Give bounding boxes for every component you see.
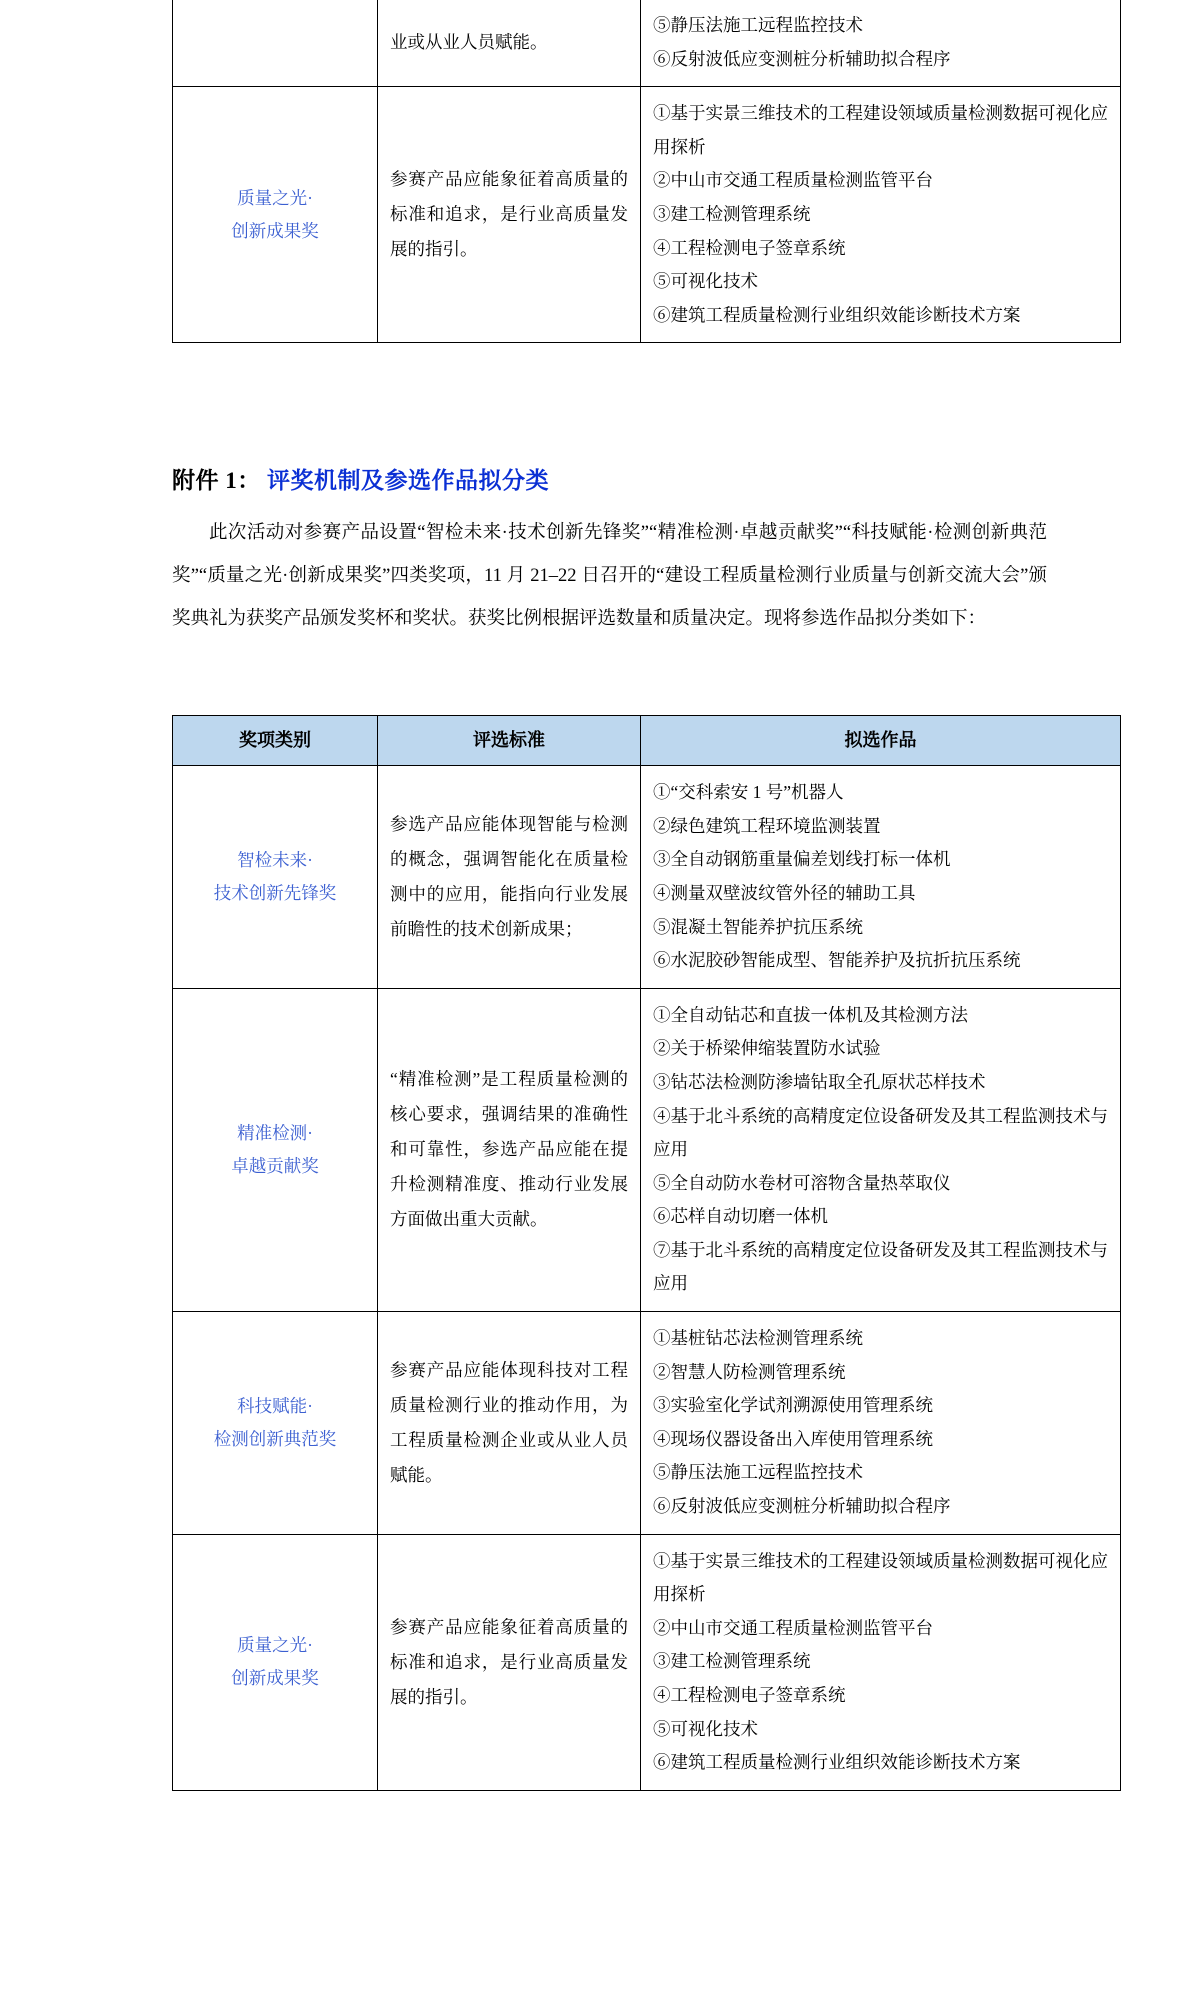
work-item: ④现场仪器设备出入库使用管理系统 bbox=[653, 1428, 933, 1449]
header-works: 拟选作品 bbox=[641, 716, 1121, 766]
header-criteria: 评选标准 bbox=[378, 716, 641, 766]
work-item: ②关于桥梁伸缩装置防水试验 bbox=[653, 1038, 881, 1059]
heading-label: 附件 1： bbox=[172, 468, 261, 493]
work-item: ⑥建筑工程质量检测行业组织效能诊断技术方案 bbox=[653, 1752, 1021, 1773]
table-row bbox=[173, 988, 1121, 1311]
heading-title: 评奖机制及参选作品拟分类 bbox=[267, 468, 549, 493]
header-category: 奖项类别 bbox=[173, 716, 378, 766]
work-item: ②中山市交通工程质量检测监管平台 bbox=[653, 1617, 933, 1638]
work-item: ⑤可视化技术 bbox=[653, 1718, 758, 1739]
works-cell bbox=[641, 1534, 1121, 1790]
work-item: ①基于实景三维技术的工程建设领域质量检测数据可视化应用探析 bbox=[653, 103, 1108, 157]
work-item: ⑦基于北斗系统的高精度定位设备研发及其工程监测技术与应用 bbox=[653, 1239, 1108, 1294]
table-row bbox=[173, 1312, 1121, 1535]
work-item: ⑥芯样自动切磨一体机 bbox=[653, 1206, 828, 1227]
category-line-2: 检测创新典范奖 bbox=[213, 1428, 337, 1449]
work-item: ④工程检测电子签章系统 bbox=[653, 237, 846, 258]
intro-paragraph: 此次活动对参赛产品设置“智检未来·技术创新先锋奖”“精准检测·卓越贡献奖”“科技赋能·检测创新典范奖”“质量之光·创新成果奖”四类奖项，11 月 21–22 日召开的“建设工程质量检测行业质量与创新交流大会”颁奖典礼为获奖产品颁发奖杯和奖状。获奖比例根据评选数量和质量决定。现将参选作品拟分类如下： bbox=[172, 523, 1047, 629]
work-item: ②绿色建筑工程环境监测装置 bbox=[653, 815, 881, 836]
category-line-2: 卓越贡献奖 bbox=[231, 1155, 319, 1176]
criteria-cell: 参选产品应能体现智能与检测的概念，强调智能化在质量检测中的应用，能指向行业发展前瞻性的技术创新成果； bbox=[378, 766, 641, 989]
works-cell bbox=[641, 766, 1121, 989]
work-item: ⑤混凝土智能养护抗压系统 bbox=[653, 916, 863, 937]
work-item: ③建工检测管理系统 bbox=[653, 203, 811, 224]
work-item: ③全自动钢筋重量偏差划线打标一体机 bbox=[653, 849, 951, 870]
criteria-cell: 参赛产品应能象征着高质量的标准和追求，是行业高质量发展的指引。 bbox=[378, 87, 641, 343]
continued-table-container bbox=[172, 0, 1121, 343]
category-cell bbox=[173, 766, 378, 989]
work-item: ⑥反射波低应变测桩分析辅助拟合程序 bbox=[653, 1496, 951, 1517]
work-item: ⑤静压法施工远程监控技术 bbox=[653, 1462, 863, 1483]
work-item: ③钻芯法检测防渗墙钻取全孔原状芯样技术 bbox=[653, 1071, 986, 1092]
work-item: ①全自动钻芯和直拔一体机及其检测方法 bbox=[653, 1004, 968, 1025]
work-item: ②智慧人防检测管理系统 bbox=[653, 1361, 846, 1382]
category-line-1: 科技赋能· bbox=[237, 1395, 313, 1416]
work-item: ⑤静压法施工远程监控技术 bbox=[653, 15, 863, 35]
works-cell bbox=[641, 1312, 1121, 1535]
work-item: ①基桩钻芯法检测管理系统 bbox=[653, 1328, 863, 1349]
table-row bbox=[173, 87, 1121, 343]
work-item: ①“交科索安 1 号”机器人 bbox=[653, 782, 844, 803]
category-cell bbox=[173, 988, 378, 1311]
work-item: ⑥水泥胶砂智能成型、智能养护及抗折抗压系统 bbox=[653, 950, 1021, 971]
work-item: ④工程检测电子签章系统 bbox=[653, 1685, 846, 1705]
continued-award-table bbox=[172, 0, 1121, 343]
works-cell bbox=[641, 87, 1121, 343]
work-item: ③建工检测管理系统 bbox=[653, 1651, 811, 1672]
category-cell bbox=[173, 87, 378, 343]
work-item: ④测量双壁波纹管外径的辅助工具 bbox=[653, 882, 916, 903]
works-cell bbox=[641, 988, 1121, 1311]
criteria-cell: 参赛产品应能体现科技对工程质量检测行业的推动作用，为工程质量检测企业或从业人员赋能。 bbox=[378, 1312, 641, 1535]
work-item: ②中山市交通工程质量检测监管平台 bbox=[653, 170, 933, 191]
category-line-1: 精准检测· bbox=[237, 1122, 313, 1143]
table-row bbox=[173, 0, 1121, 87]
award-classification-table bbox=[172, 715, 1121, 1791]
category-line-1: 质量之光· bbox=[237, 187, 313, 208]
works-cell bbox=[641, 0, 1121, 87]
section-heading bbox=[172, 462, 549, 495]
work-item: ⑥建筑工程质量检测行业组织效能诊断技术方案 bbox=[653, 304, 1021, 325]
table-header-row bbox=[173, 716, 1121, 766]
category-line-1: 质量之光· bbox=[237, 1634, 313, 1655]
category-line-1: 智检未来· bbox=[237, 849, 313, 870]
category-cell-empty bbox=[173, 0, 378, 87]
criteria-cell-tail: 业或从业人员赋能。 bbox=[378, 0, 641, 87]
award-table-container bbox=[172, 715, 1121, 1791]
work-item: ⑥反射波低应变测桩分析辅助拟合程序 bbox=[653, 48, 951, 69]
criteria-cell: “精准检测”是工程质量检测的核心要求，强调结果的准确性和可靠性，参选产品应能在提升检测精准度、推动行业发展方面做出重大贡献。 bbox=[378, 988, 641, 1311]
work-item: ③实验室化学试剂溯源使用管理系统 bbox=[653, 1395, 933, 1416]
category-line-2: 创新成果奖 bbox=[231, 220, 319, 241]
category-line-2: 创新成果奖 bbox=[231, 1668, 319, 1689]
category-cell bbox=[173, 1312, 378, 1535]
work-item: ①基于实景三维技术的工程建设领域质量检测数据可视化应用探析 bbox=[653, 1550, 1108, 1605]
criteria-cell: 参赛产品应能象征着高质量的标准和追求，是行业高质量发展的指引。 bbox=[378, 1534, 641, 1790]
work-item: ⑤全自动防水卷材可溶物含量热萃取仪 bbox=[653, 1172, 951, 1193]
work-item: ④基于北斗系统的高精度定位设备研发及其工程监测技术与应用 bbox=[653, 1105, 1108, 1160]
table-row bbox=[173, 766, 1121, 989]
work-item: ⑤可视化技术 bbox=[653, 271, 758, 292]
category-line-2: 技术创新先锋奖 bbox=[213, 882, 337, 903]
table-row bbox=[173, 1534, 1121, 1790]
category-cell bbox=[173, 1534, 378, 1790]
